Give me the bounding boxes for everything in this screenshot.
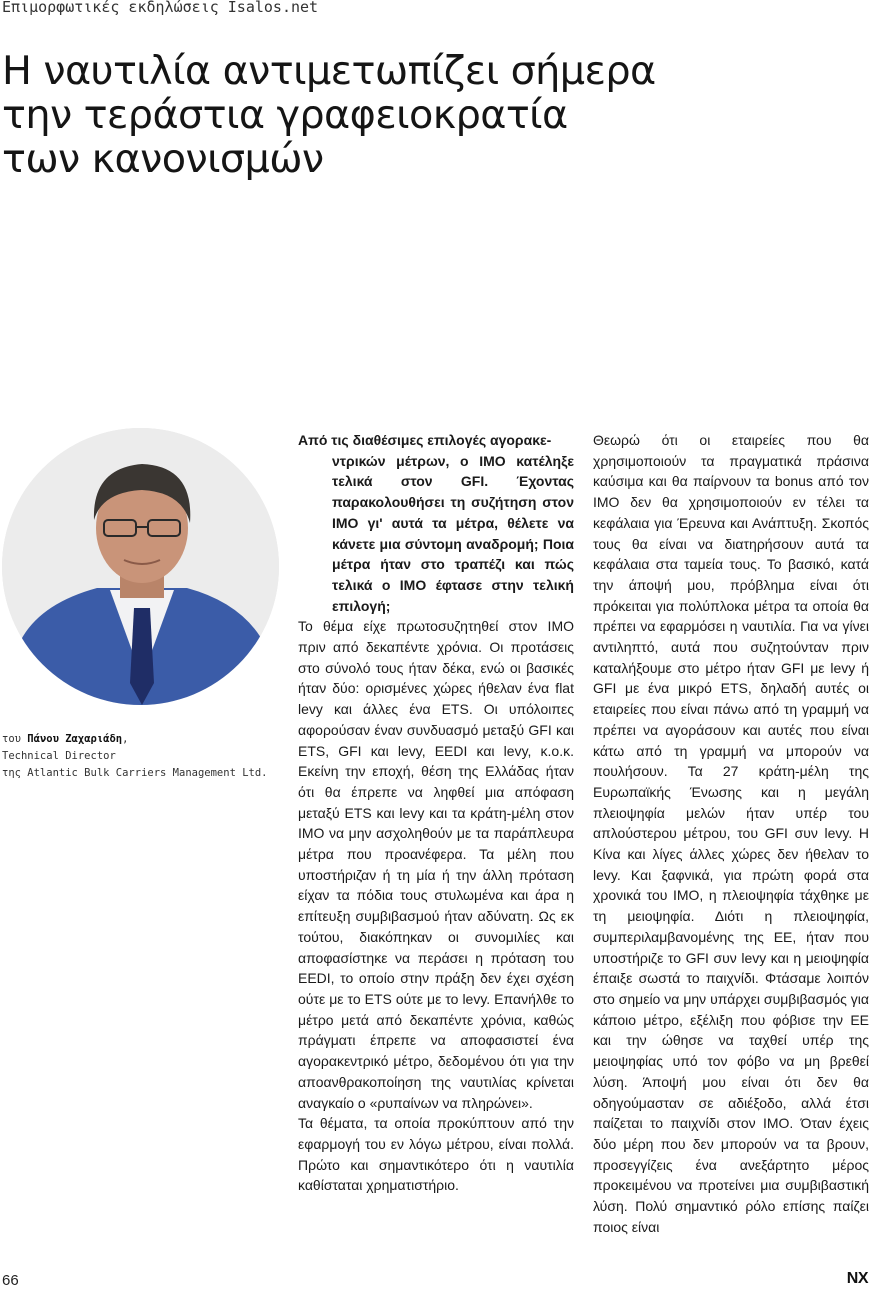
section-kicker: Επιμορφωτικές εκδηλώσεις Isalos.net [2, 0, 319, 16]
paragraph: Τα θέματα, τα οποία προκύπτουν από την εφαρμογή του εν λόγω μέτρου, είναι πολλά. Πρώτο και σημαντικότερο ότι η ναυτιλία καθίσταται χρηματιστήριο. [298, 1115, 574, 1194]
interview-question [298, 430, 574, 616]
paragraph: Το θέμα είχε πρωτοσυζητηθεί στον ΙΜΟ πριν από δεκαπέντε χρόνια. Οι προτάσεις στο σύνολό τους ήταν δέκα, ενώ οι βασικές ήταν δύο: ορισμένες χώρες ήθελαν ένα flat levy και άλλες ένα ETS. Οι υπόλοιπες αφορούσαν έναν συνδυασμό μεταξύ GFI και ETS, GFI και levy, EEDI και levy, κ.ο.κ. Εκείνη την εποχή, θέση της Ελλάδας ήταν ότι θα έπρεπε να ληφθεί μια απόφαση μεταξύ ETS και levy και τα κράτη-μέλη στον ΙΜΟ να μην ασχοληθούν με τα παράπλευρα μέτρα που προανέφερα. Τα μέλη που υποστήριζαν ή τη μία ή την άλλη πρόταση είχαν τα πόδια τους στυλωμένα και άρα η επίτευξη συμβιβασμού ήταν αδύνατη. Ως εκ τούτου, διακόπηκαν οι συνομιλίες και αποφασίστηκε να περάσει η πρόταση του EEDI, το οποίο στην πράξη δεν έχει σχέση ούτε με το ETS ούτε με το levy. Επανήλθε το μέτρο μετά από δεκαπέντε χρόνια, καθώς πράγματι έπρεπε να αποφασιστεί ένα αγορακεντρικό μέτρο, δεδομένου ότι για την απoανθρακοποίηση της ναυτιλίας κρίνεται αναγκαίο ο «ρυπαίνων να πληρώνει». [298, 618, 574, 1111]
text-column-1 [298, 430, 574, 1196]
title-line: των κανονισμών [2, 137, 324, 182]
portrait-illustration [2, 428, 279, 705]
author-role: Technical Director [2, 750, 116, 762]
byline-author-line [2, 731, 287, 748]
author-name: Πάνου Ζαχαριάδη [27, 733, 123, 745]
article-title [2, 50, 869, 182]
byline [2, 731, 287, 782]
author-company: της Atlantic Bulk Carriers Management Ltd. [2, 767, 268, 779]
magazine-logo: NX [846, 1270, 868, 1287]
byline-suffix: , [122, 733, 129, 745]
byline-prefix: του [2, 733, 21, 745]
title-line: Η ναυτιλία αντιμετωπίζει σήμερα [2, 49, 656, 94]
question-rest: ντρικών μέτρων, ο ΙΜΟ κατέληξε τελικά στον GFI. Έχοντας παρακολουθήσει τη συζήτηση στον ΙΜΟ γι' αυτά τα μέτρα, θέλετε να κάνετε μια σύντομη αναδρομή; Ποια μέτρα ήταν στο τραπέζι και πώς τελικά ο ΙΜΟ έφτασε στην τελική επιλογή; [332, 452, 574, 614]
paragraph: Θεωρώ ότι οι εταιρείες που θα χρησιμοποιούν τα πραγματικά πράσινα καύσιμα και θα παίρνουν τα bonus από τον ΙΜΟ δεν θα χρησιμοποιούν εν τέλει τα κεφάλαια για Έρευνα και Ανάπτυξη. Σκοπός τους θα είναι να διατηρήσουν αυτά τα κεφάλαια στα ταμεία τους. Το βασικό, κατά την άποψή μου, πρόβλημα είναι ότι πρόκειται για πολύπλοκα μέτρα τα οποία θα πρέπει να εφαρμόσει η ναυτιλία. Για να γίνει αντιληπτό, αυτά που συζητούνταν πριν καταλήξουμε στο μέτρο ήταν GFI με levy ή GFI με ένα μικρό ETS, δηλαδή αυτές οι εταιρείες που είναι πάνω από τη γραμμή να πρέπει να αγοράσουν και αυτές που είναι κάτω από τη γραμμή να μπορούν να πουλήσουν. Τα 27 κράτη-μέλη της Ευρωπαϊκής Ένωσης και η μεγάλη πλειοψηφία μελών ήταν υπέρ του απλούστερου μέτρου, του GFI συν levy. Η Κίνα και λίγες άλλες χώρες δεν ήθελαν το levy. Και ξαφνικά, για πρώτη φορά στα χρονικά του ΙΜΟ, η πλειοψηφία τάχθηκε με τη μειοψηφία. Διότι η πλειοψηφία, συμπεριλαμβανομένης της ΕΕ, ήταν που υποστήριζε το GFI συν levy και η μειοψηφία έπαιξε σωστά το παιχνίδι. Φτάσαμε λοιπόν στο σημείο να μην υπάρχει συμβιβασμός για κάποιο μέτρο, εξέλιξη που φόβισε την ΕΕ και την ώθησε να ταχθεί υπέρ της μειοψηφίας υπό τον φόβο να μη βρεθεί λύση. Άποψή μου είναι ότι δεν θα οδηγούμασταν σε αδιέξοδο, αλλά έτσι παίζεται το παιχνίδι στον ΙΜΟ. Όταν έχεις δύο μέρη που δεν μπορούν να τα βρουν, προσεγγίζεις ένα ανεξάρτητο μέρος προκειμένου να προτείνει μια συμβιβαστική λύση. Πολύ σημαντικό ρόλο επίσης παίζει ποιος είναι [593, 432, 869, 1235]
author-portrait [2, 428, 279, 705]
question-lead: Από τις διαθέσιμες επιλογές αγορακε- [298, 432, 552, 448]
page-number: 66 [2, 1272, 19, 1289]
title-line: την τεράστια γραφειοκρατία [2, 93, 568, 138]
text-column-2 [593, 430, 869, 1237]
